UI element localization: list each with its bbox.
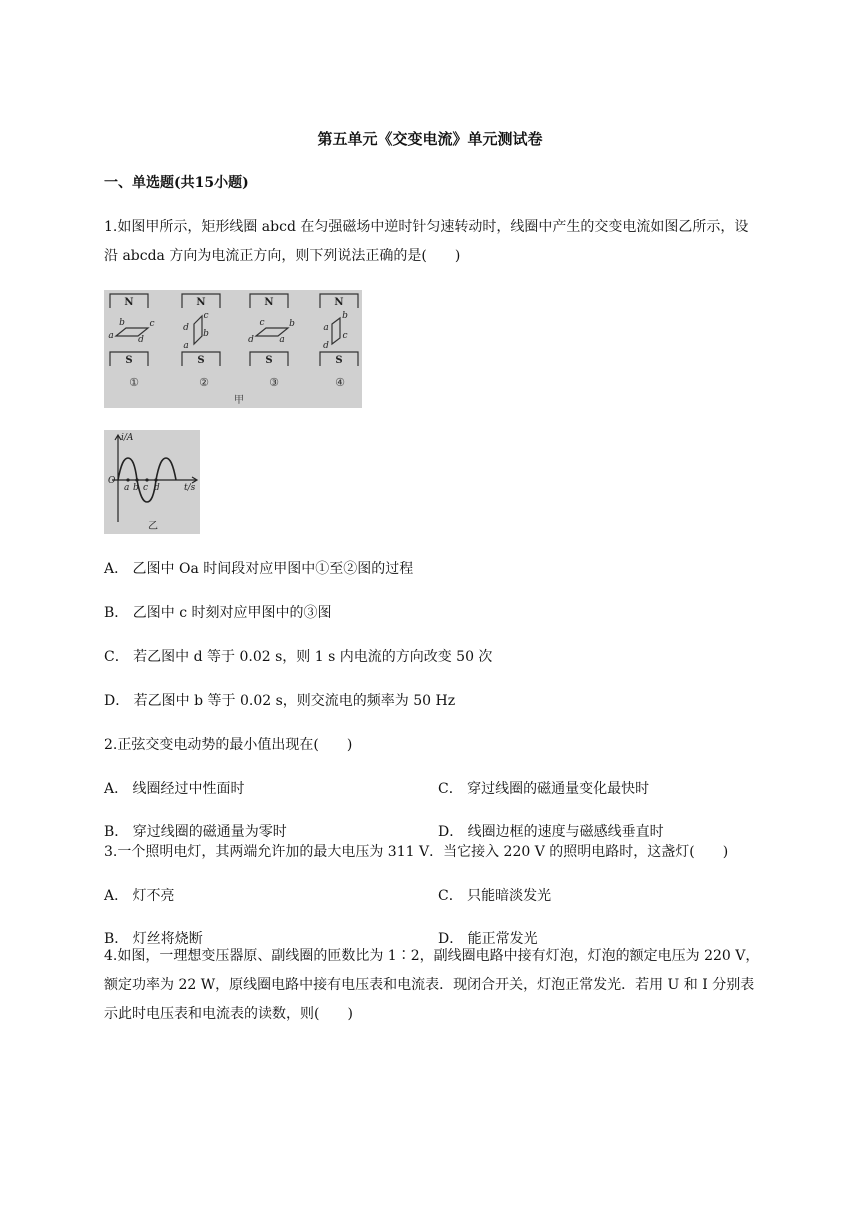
q2-option-b: B． 穿过线圈的磁通量为零时: [104, 824, 287, 840]
svg-text:a: a: [183, 341, 189, 351]
svg-text:t/s: t/s: [184, 483, 196, 493]
svg-text:c: c: [143, 483, 149, 493]
svg-text:N: N: [264, 297, 274, 308]
svg-text:b: b: [203, 329, 209, 339]
svg-text:b: b: [342, 311, 348, 321]
svg-text:a: a: [108, 331, 114, 341]
figure-yi: [104, 430, 200, 534]
question-2-stem: 2.正弦交变电动势的最小值出现在( ): [104, 737, 353, 753]
svg-text:c: c: [259, 318, 265, 328]
svg-text:d: d: [323, 341, 329, 351]
svg-text:S: S: [125, 355, 133, 366]
q2-option-d: D． 线圈边框的速度与磁感线垂直时: [438, 824, 664, 840]
svg-text:a: a: [279, 335, 285, 345]
svg-text:d: d: [248, 335, 254, 345]
svg-text:N: N: [334, 297, 344, 308]
svg-text:甲: 甲: [234, 395, 244, 406]
svg-text:b: b: [289, 319, 295, 329]
q1-option-c: C． 若乙图中 d 等于 0.02 s，则 1 s 内电流的方向改变 50 次: [104, 649, 493, 665]
svg-text:c: c: [203, 311, 209, 321]
svg-text:③: ③: [269, 376, 279, 389]
svg-text:O: O: [108, 476, 116, 486]
question-1-stem: 1.如图甲所示，矩形线圈 abcd 在匀强磁场中逆时针匀速转动时，线圈中产生的交变电流如图乙所示，设沿 abcda 方向为电流正方向，则下列说法正确的是( ): [104, 219, 749, 264]
q1-option-d: D． 若乙图中 b 等于 0.02 s，则交流电的频率为 50 Hz: [104, 693, 456, 709]
section-heading: 一、单选题(共15小题): [104, 175, 249, 191]
svg-text:④: ④: [335, 376, 345, 389]
svg-text:c: c: [149, 319, 155, 329]
question-4-stem: 4.如图，一理想变压器原、副线圈的匝数比为 1∶2，副线圈电路中接有灯泡，灯泡的额定电压为 220 V，额定功率为 22 W，原线圈电路中接有电压表和电流表．现闭合开关，灯泡正常发光．若用 U 和 I 分别表示此时电压表和电流表的读数，则( ): [104, 948, 760, 1022]
svg-text:N: N: [196, 297, 206, 308]
svg-text:i/A: i/A: [121, 433, 134, 443]
svg-text:d: d: [183, 323, 189, 333]
svg-text:乙: 乙: [148, 521, 158, 532]
q3-option-d: D． 能正常发光: [438, 931, 538, 947]
svg-text:a: a: [323, 323, 329, 333]
q2-option-c: C． 穿过线圈的磁通量变化最快时: [438, 781, 650, 797]
svg-text:c: c: [342, 331, 348, 341]
q3-option-a: A． 灯不亮: [104, 888, 175, 904]
svg-text:N: N: [124, 297, 134, 308]
q2-option-a: A． 线圈经过中性面时: [104, 781, 245, 797]
svg-text:b: b: [119, 318, 125, 328]
svg-text:a: a: [124, 483, 130, 493]
svg-text:S: S: [335, 355, 343, 366]
q3-option-c: C． 只能暗淡发光: [438, 888, 552, 904]
svg-text:S: S: [265, 355, 273, 366]
figure-yi-graph: [104, 430, 200, 534]
q1-option-a: A． 乙图中 Oa 时间段对应甲图中①至②图的过程: [104, 561, 414, 577]
svg-text:①: ①: [129, 376, 139, 389]
figure-jia-drawing: [104, 290, 362, 408]
question-3-stem: 3.一个照明电灯，其两端允许加的最大电压为 311 V．当它接入 220 V 的照明电路时，这盏灯( ): [104, 844, 729, 860]
page-title: 第五单元《交变电流》单元测试卷: [317, 130, 543, 148]
svg-text:d: d: [154, 483, 160, 493]
q3-option-b: B． 灯丝将烧断: [104, 931, 203, 947]
svg-text:d: d: [138, 335, 144, 345]
svg-text:S: S: [197, 355, 205, 366]
svg-text:b: b: [133, 483, 139, 493]
figure-jia: [104, 290, 362, 408]
svg-text:②: ②: [199, 376, 209, 389]
q1-option-b: B． 乙图中 c 时刻对应甲图中的③图: [104, 605, 332, 621]
